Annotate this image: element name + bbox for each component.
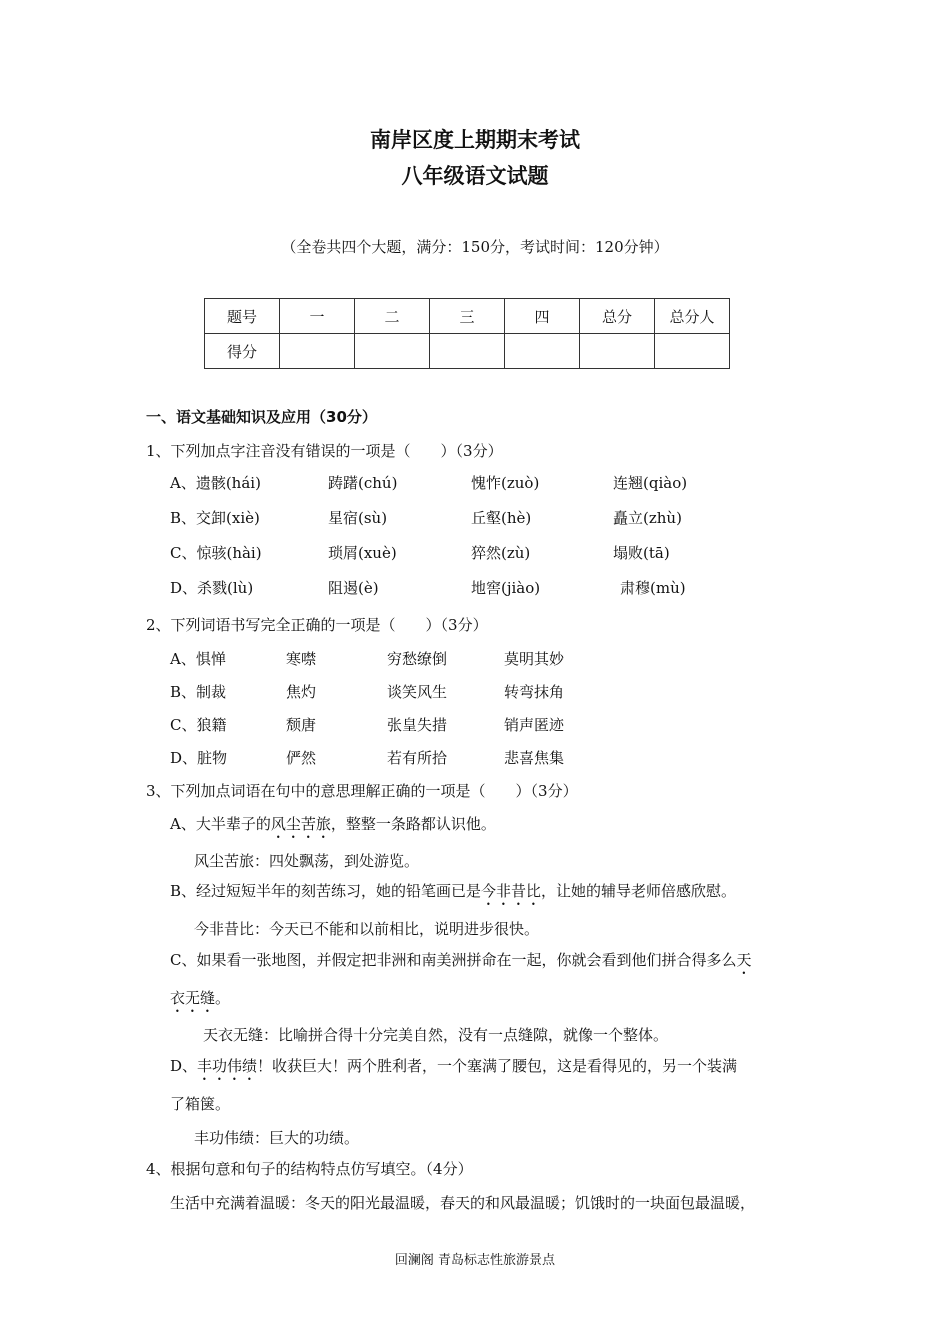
option-item: 寒噤 xyxy=(286,650,317,668)
option-item: C、惊骇(hài) xyxy=(170,544,262,562)
option-item: 丘壑(hè) xyxy=(471,509,532,527)
option-text: D、 xyxy=(170,1057,198,1075)
table-cell: 三 xyxy=(430,299,505,334)
score-input-cell[interactable] xyxy=(430,334,505,369)
option-text: ！收获巨大！两个胜利者，一个塞满了腰包，这是看得见的，另一个装满 xyxy=(257,1057,738,1075)
table-cell: 一 xyxy=(280,299,355,334)
option-a xyxy=(170,813,496,842)
question-stem: 2、下列词语书写完全正确的一项是（ ）（3分） xyxy=(146,616,488,634)
explanation: 风尘苦旅：四处飘荡，到处游览。 xyxy=(194,852,420,870)
option-item: 阻遏(è) xyxy=(328,579,379,597)
emphasized-word: 衣无缝 xyxy=(170,989,216,1007)
option-b xyxy=(170,880,736,909)
page-footer: 回澜阁 青岛标志性旅游景点 xyxy=(394,1253,556,1268)
option-item: 谈笑风生 xyxy=(387,683,448,701)
option-item: 矗立(zhù) xyxy=(613,509,682,527)
emphasized-word: 今非昔比 xyxy=(481,882,542,900)
table-cell: 四 xyxy=(505,299,580,334)
score-input-cell[interactable] xyxy=(355,334,430,369)
explanation: 天衣无缝：比喻拼合得十分完美自然，没有一点缝隙，就像一个整体。 xyxy=(203,1026,669,1044)
section-heading: 一、语文基础知识及应用（30分） xyxy=(146,408,377,426)
option-item: 颓唐 xyxy=(286,716,317,734)
score-input-cell[interactable] xyxy=(280,334,355,369)
emphasized-word: 天 xyxy=(736,951,752,969)
option-text: A、大半辈子的 xyxy=(170,815,271,833)
option-item: 张皇失措 xyxy=(387,716,448,734)
option-item: 连翘(qiào) xyxy=(613,474,688,492)
question-stem: 3、下列加点词语在句中的意思理解正确的一项是（ ）（3分） xyxy=(146,782,578,800)
option-d xyxy=(170,1055,737,1084)
option-item: 悲喜焦集 xyxy=(504,749,565,767)
option-c-cont xyxy=(170,987,230,1016)
option-item: 塌败(tā) xyxy=(613,544,670,562)
explanation: 丰功伟绩：巨大的功绩。 xyxy=(194,1129,360,1147)
score-input-cell[interactable] xyxy=(580,334,655,369)
table-cell: 二 xyxy=(355,299,430,334)
score-table xyxy=(204,298,730,369)
option-item: 琐屑(xuè) xyxy=(328,544,397,562)
option-d-cont: 了箱箧。 xyxy=(170,1095,231,1113)
option-item: 若有所拾 xyxy=(387,749,448,767)
option-item: 猝然(zù) xyxy=(471,544,531,562)
exam-info: （全卷共四个大题，满分：150分，考试时间：120分钟） xyxy=(281,238,669,256)
explanation: 今非昔比：今天已不能和以前相比，说明进步很快。 xyxy=(194,920,540,938)
option-item: 肃穆(mù) xyxy=(620,579,686,597)
emphasized-word: 丰功伟绩 xyxy=(197,1057,258,1075)
question-stem: 1、下列加点字注音没有错误的一项是（ ）（3分） xyxy=(146,442,503,460)
option-item: 销声匿迹 xyxy=(504,716,565,734)
option-item: C、狼籍 xyxy=(170,716,227,734)
table-row xyxy=(205,334,730,369)
option-text: ，整整一条路都认识他。 xyxy=(330,815,496,833)
option-item: 俨然 xyxy=(286,749,317,767)
option-item: 愧怍(zuò) xyxy=(471,474,540,492)
option-item: B、制裁 xyxy=(170,683,227,701)
option-item: D、杀戮(lù) xyxy=(170,579,254,597)
option-text: B、经过短短半年的刻苦练习，她的铅笔画已是 xyxy=(170,882,482,900)
option-item: B、交卸(xiè) xyxy=(170,509,260,527)
score-input-cell[interactable] xyxy=(505,334,580,369)
table-cell: 总分 xyxy=(580,299,655,334)
score-input-cell[interactable] xyxy=(655,334,730,369)
exam-subtitle: 八年级语文试题 xyxy=(401,164,549,188)
emphasized-word: 风尘苦旅 xyxy=(270,815,331,833)
table-row xyxy=(205,299,730,334)
option-item: 地窖(jiào) xyxy=(471,579,541,597)
option-c xyxy=(170,949,752,978)
option-text: 。 xyxy=(215,989,231,1007)
option-text: C、如果看一张地图，并假定把非洲和南美洲拼命在一起，你就会看到他们拼合得多么 xyxy=(170,951,737,969)
exam-title: 南岸区度上期期末考试 xyxy=(370,128,580,152)
table-cell: 得分 xyxy=(205,334,280,369)
table-cell: 总分人 xyxy=(655,299,730,334)
option-item: 踌躇(chú) xyxy=(328,474,398,492)
question-text: 生活中充满着温暖：冬天的阳光最温暖，春天的和风最温暖；饥饿时的一块面包最温暖， xyxy=(170,1194,756,1212)
option-text: ，让她的辅导老师倍感欣慰。 xyxy=(541,882,737,900)
table-cell: 题号 xyxy=(205,299,280,334)
option-item: 焦灼 xyxy=(286,683,317,701)
option-item: 转弯抹角 xyxy=(504,683,565,701)
option-item: 星宿(sù) xyxy=(328,509,388,527)
option-item: A、遗骸(hái) xyxy=(170,474,261,492)
option-item: 莫明其妙 xyxy=(504,650,565,668)
option-item: A、惧惮 xyxy=(170,650,226,668)
option-item: D、脏物 xyxy=(170,749,228,767)
question-stem: 4、根据句意和句子的结构特点仿写填空。（4分） xyxy=(146,1160,473,1178)
option-item: 穷愁缭倒 xyxy=(387,650,448,668)
